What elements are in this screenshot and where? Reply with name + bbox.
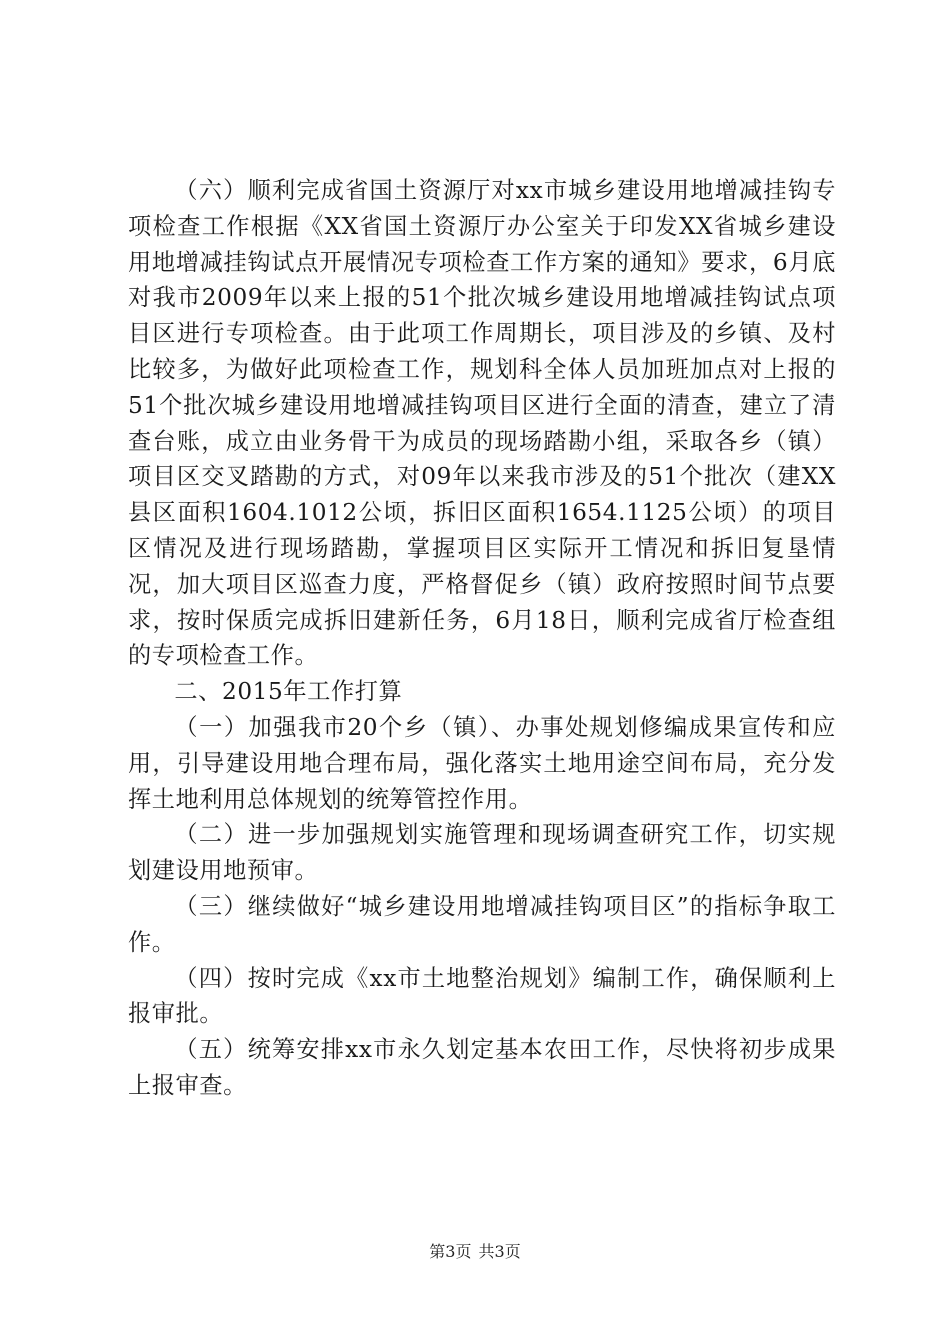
paragraph-plan-4: （四）按时完成《xx市土地整治规划》编制工作，确保顺利上报审批。 (128, 964, 836, 1028)
page-total: 共3页 (478, 1242, 521, 1261)
page-number: 第3页 (429, 1242, 472, 1261)
paragraph-plan-1: （一）加强我市20个乡（镇）、办事处规划修编成果宣传和应用，引导建设用地合理布局，强化落实土地用途空间布局，充分发挥土地利用总体规划的统筹管控作用。 (128, 713, 836, 813)
paragraph-plan-2: （二）进一步加强规划实施管理和现场调查研究工作，切实规划建设用地预审。 (128, 821, 836, 885)
paragraph-plan-5: （五）统筹安排xx市永久划定基本农田工作，尽快将初步成果上报审查。 (128, 1036, 836, 1099)
page-footer (0, 1242, 950, 1262)
paragraph-section-6: （六）顺利完成省国土资源厅对xx市城乡建设用地增减挂钩专项检查工作根据《XX省国土资源厅办公室关于印发XX省城乡建设用地增减挂钩试点开展情况专项检查工作方案的通知》要求，6月底对我市2009年以来上报的51个批次城乡建设用地增减挂钩试点项目区进行专项检查。由于此项工作周期长，项目涉及的乡镇、及村比较多，为做好此项检查工作，规划科全体人员加班加点对上报的51个批次城乡建设用地增减挂钩项目区进行全面的清查，建立了清查台账，成立由业务骨干为成员的现场踏勘小组，采取各乡（镇）项目区交叉踏勘的方式，对09年以来我市涉及的51个批次（建XX县区面积1604.1012公顷，拆旧区面积1654.1125公顷）的项目区情况及进行现场踏勘，掌握项目区实际开工情况和拆旧复垦情况，加大项目区巡查力度，严格督促乡（镇）政府按照时间节点要求，按时保质完成拆旧建新任务，6月18日，顺利完成省厅检查组的专项检查工作。 (128, 177, 836, 670)
paragraph-plan-3: （三）继续做好“城乡建设用地增减挂钩项目区”的指标争取工作。 (128, 892, 836, 956)
document-body (128, 173, 836, 1104)
heading-2015-plan: 二、2015年工作打算 (174, 678, 403, 706)
